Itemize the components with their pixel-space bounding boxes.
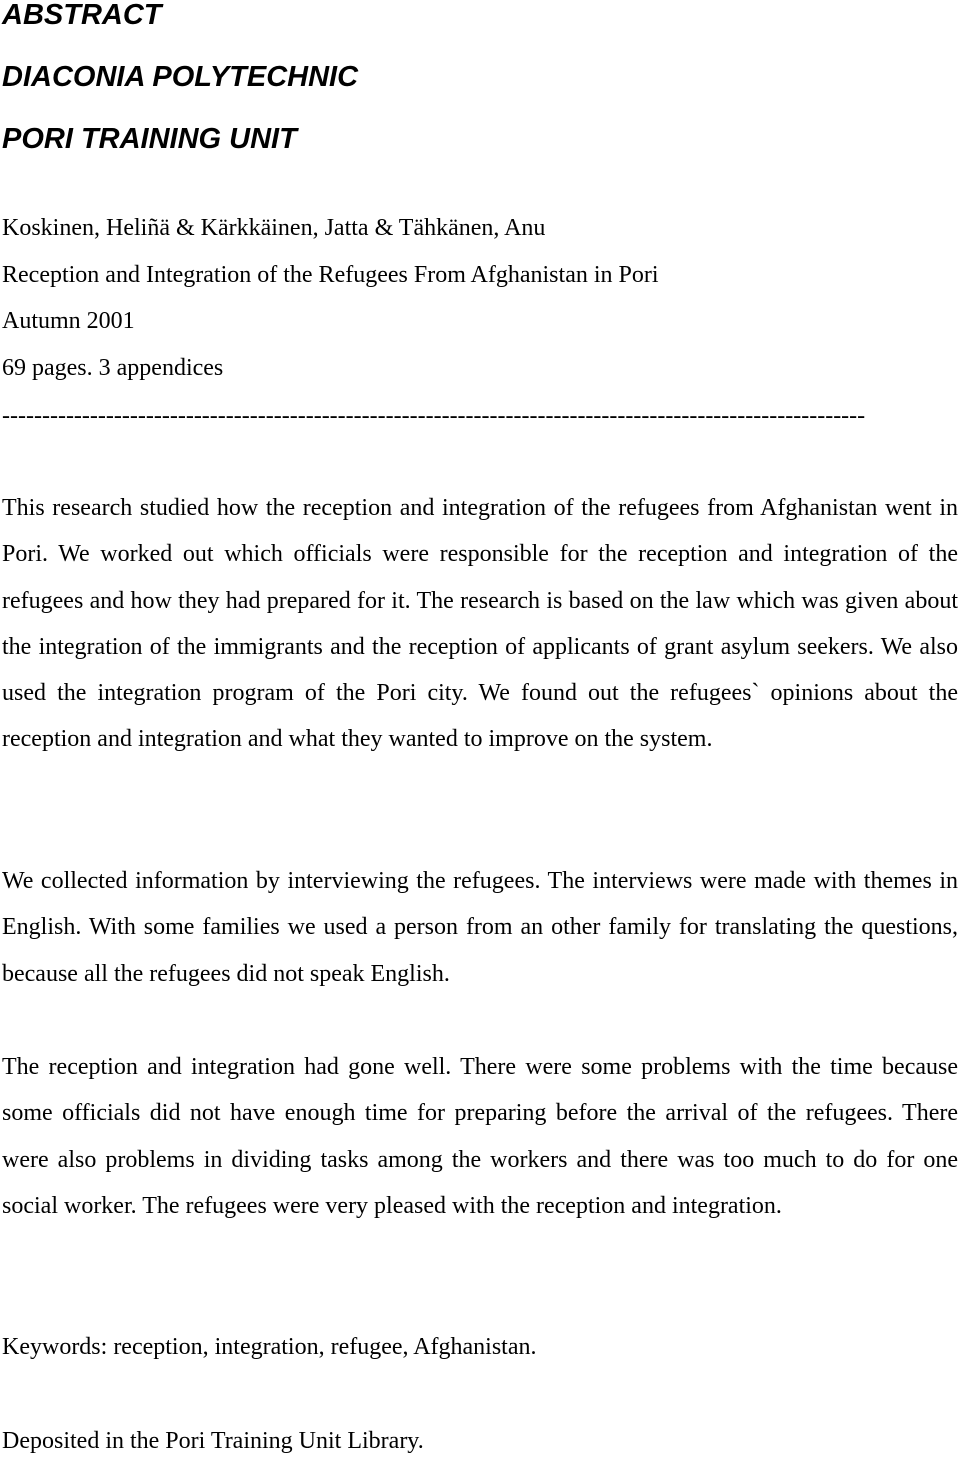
institution-heading: DIACONIA POLYTECHNIC (2, 61, 359, 93)
abstract-paragraph-2: We collected information by interviewing the refugees. The interviews were made with themes in English. With some families we used a person from an other family for translating the questions, because all the refugees did not speak English. (2, 868, 958, 987)
term-line: Autumn 2001 (2, 308, 135, 334)
pages-line: 69 pages. 3 appendices (2, 355, 224, 381)
abstract-paragraph-1: This research studied how the reception and integration of the refugees from Afghanistan went in Pori. We worked out which officials were responsible for the reception and integration of the refugees and how they had prepared for it. The research is based on the law which was given about the integration of the immigrants and the reception of applicants of grant asylum seekers. We also used the integration program of the Pori city. We found out the refugees` opinions about the reception and integration and what they wanted to improve on the system. (2, 495, 958, 753)
authors-line: Koskinen, Heliñä & Kärkkäinen, Jatta & Tähkänen, Anu (2, 215, 546, 241)
abstract-paragraph-3: The reception and integration had gone well. There were some problems with the time because some officials did not have enough time for preparing before the arrival of the refugees. There were also problems in dividing tasks among the workers and there was too much to do for one social worker. The refugees were very pleased with the reception and integration. (2, 1054, 958, 1219)
dashed-separator: ------------------------------------------------------------------------------------------------------------ (2, 403, 866, 429)
unit-heading: PORI TRAINING UNIT (2, 123, 297, 155)
abstract-heading: ABSTRACT (2, 0, 162, 31)
thesis-title-line: Reception and Integration of the Refugees From Afghanistan in Pori (2, 262, 659, 288)
deposited-line: Deposited in the Pori Training Unit Library. (2, 1428, 424, 1454)
keywords-line: Keywords: reception, integration, refugee, Afghanistan. (2, 1334, 537, 1360)
